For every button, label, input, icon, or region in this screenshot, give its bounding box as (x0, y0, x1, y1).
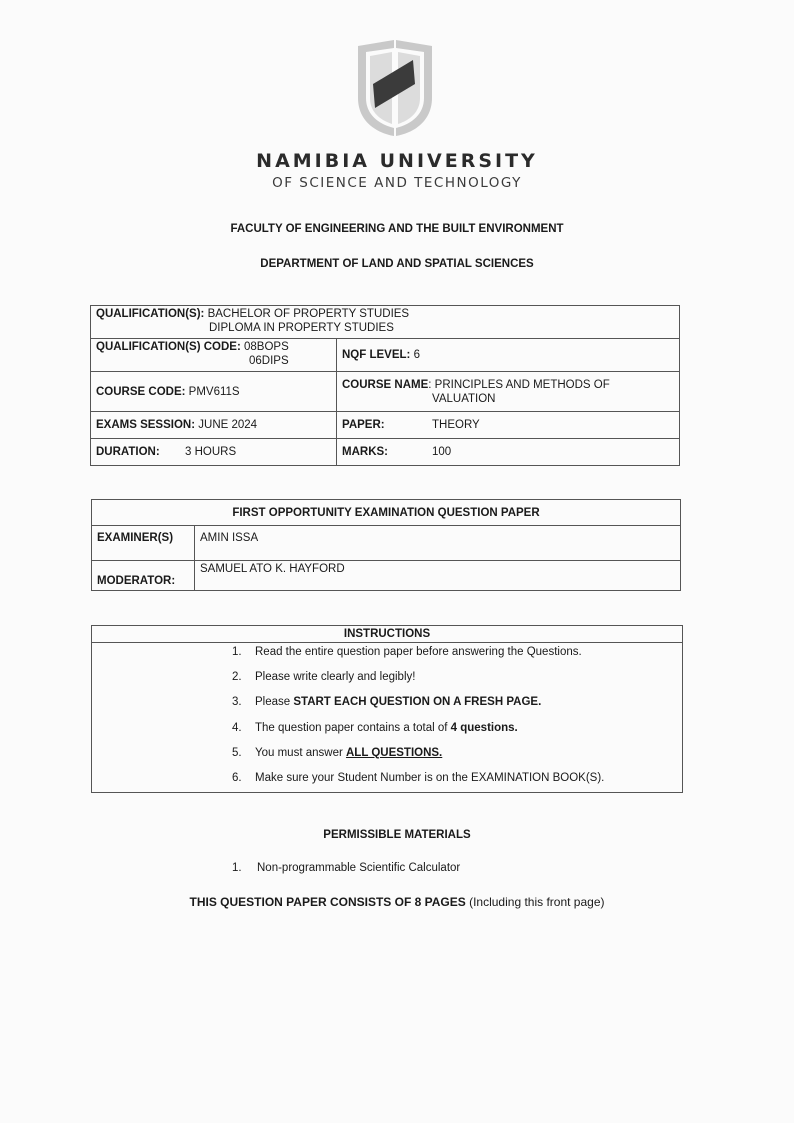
instructions-box (91, 625, 683, 793)
instruction-text: Make sure your Student Number is on the EXAMINATION BOOK(S). (255, 772, 605, 784)
qualifications-cell (91, 306, 680, 339)
exam-details-table (90, 305, 680, 466)
examiner-label: EXAMINER(S) (92, 526, 195, 561)
paper-cell (337, 412, 680, 439)
duration-cell (91, 439, 337, 466)
instruction-item (232, 772, 604, 784)
course-code-cell (91, 372, 337, 412)
permissible-item (232, 862, 460, 874)
duration-label: DURATION: (96, 446, 160, 458)
qualification-code-1: 08BOPS (244, 341, 289, 353)
course-code-label: COURSE CODE: (96, 385, 186, 398)
marks-label: MARKS: (342, 446, 388, 458)
page-count-emphasis: THIS QUESTION PAPER CONSISTS OF 8 PAGES (189, 895, 466, 909)
qualification-code-label: QUALIFICATION(S) CODE: (96, 341, 241, 353)
instruction-number: 2. (232, 671, 242, 683)
duration-value: 3 HOURS (185, 446, 237, 458)
instructions-title: INSTRUCTIONS (92, 626, 682, 643)
instruction-text: Please (255, 696, 294, 708)
instruction-emphasis: 4 questions. (450, 722, 518, 734)
instruction-item (232, 671, 415, 683)
session-value: JUNE 2024 (198, 419, 258, 431)
moderator-label: MODERATOR: (92, 561, 195, 591)
university-name: NAMIBIA UNIVERSITY (256, 150, 538, 172)
permissible-materials-title: PERMISSIBLE MATERIALS (323, 829, 471, 841)
course-name-value-2: VALUATION (432, 392, 496, 405)
course-name-value-1: : PRINCIPLES AND METHODS OF (428, 378, 610, 391)
qualification-1: BACHELOR OF PROPERTY STUDIES (207, 308, 410, 320)
faculty-heading: FACULTY OF ENGINEERING AND THE BUILT ENVIRONMENT (230, 223, 564, 235)
marks-cell (337, 439, 680, 466)
course-code-value: PMV611S (188, 385, 240, 398)
session-cell (91, 412, 337, 439)
instruction-item (232, 722, 518, 734)
examiner-table (91, 499, 681, 591)
paper-label: PAPER: (342, 419, 385, 431)
instruction-item (232, 696, 541, 708)
instruction-number: 3. (232, 696, 242, 708)
qualification-code-2: 06DIPS (249, 355, 289, 367)
instruction-number: 6. (232, 772, 242, 784)
instruction-text: You must answer (255, 747, 346, 759)
instruction-emphasis: START EACH QUESTION ON A FRESH PAGE. (293, 696, 542, 708)
instruction-text: Please write clearly and legibly! (255, 671, 416, 683)
instruction-text: Read the entire question paper before answering the Questions. (255, 646, 582, 658)
instruction-emphasis: ALL QUESTIONS. (345, 747, 443, 759)
department-heading: DEPARTMENT OF LAND AND SPATIAL SCIENCES (260, 258, 534, 270)
qualification-code-cell (91, 339, 337, 372)
session-label: EXAMS SESSION: (96, 419, 196, 431)
page-count-note (0, 895, 794, 909)
course-name-cell (337, 372, 680, 412)
university-subtitle: OF SCIENCE AND TECHNOLOGY (272, 175, 522, 191)
university-logo-icon (354, 40, 436, 140)
permissible-item-number: 1. (232, 862, 242, 874)
instruction-item (232, 646, 582, 658)
permissible-item-text: Non-programmable Scientific Calculator (257, 862, 461, 874)
paper-value: THEORY (432, 419, 480, 431)
instruction-text: The question paper contains a total of (255, 722, 451, 734)
qualifications-label: QUALIFICATION(S): (96, 308, 205, 320)
nqf-label: NQF LEVEL: (342, 349, 411, 361)
instruction-number: 4. (232, 722, 242, 734)
exam-paper-title: FIRST OPPORTUNITY EXAMINATION QUESTION PAPER (92, 500, 681, 526)
examiner-value: AMIN ISSA (195, 526, 681, 561)
nqf-value: 6 (413, 349, 420, 361)
moderator-value: SAMUEL ATO K. HAYFORD (195, 561, 681, 591)
page-count-rest: (Including this front page) (465, 895, 605, 909)
course-name-label: COURSE NAME (342, 378, 429, 391)
marks-value: 100 (432, 446, 452, 458)
instruction-number: 1. (232, 646, 242, 658)
nqf-cell (337, 339, 680, 372)
instruction-item (232, 747, 442, 759)
instruction-number: 5. (232, 747, 242, 759)
qualification-2: DIPLOMA IN PROPERTY STUDIES (209, 322, 394, 334)
